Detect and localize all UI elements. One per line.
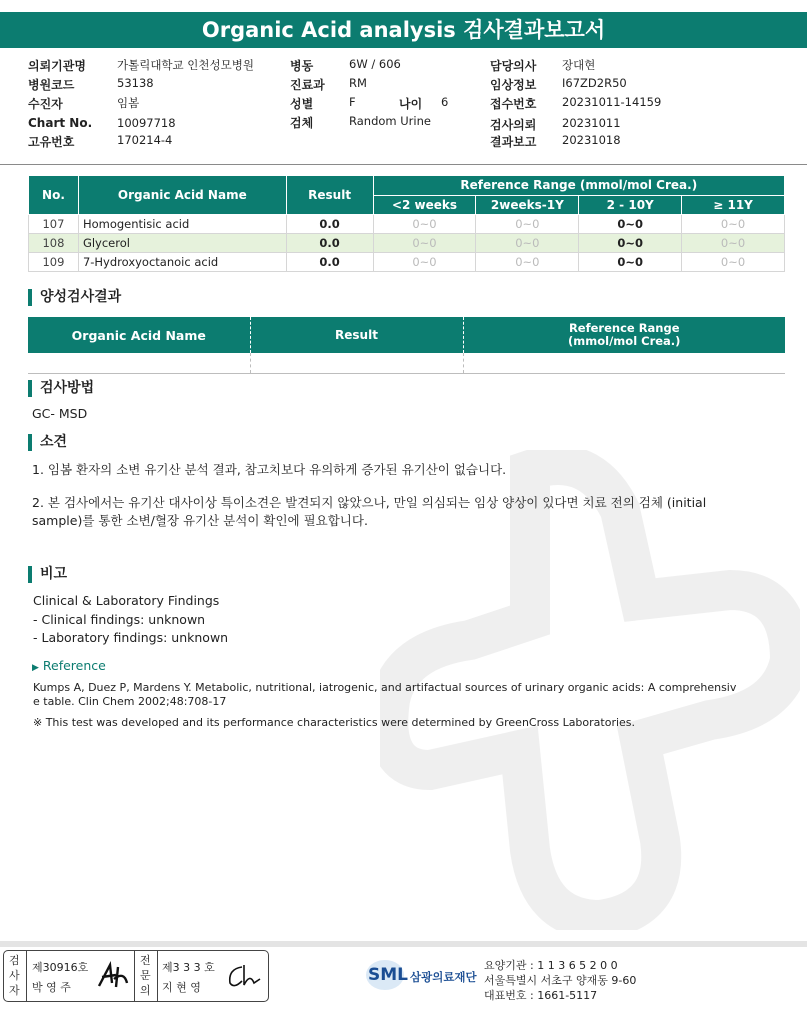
specialist-label-cell [134, 951, 158, 1001]
row-name: Glycerol [78, 234, 286, 253]
range-header: ≥ 11Y [682, 195, 785, 215]
info-label: 검체 [290, 116, 314, 130]
method-text: GC- MSD [32, 406, 88, 421]
findings-line-2a: 2. 본 검사에서는 유기산 대사이상 특이소견은 발견되지 않았으나, 만일 의심되는 임상 양상이 있다면 치료 전의 검체 (initial [32, 495, 707, 510]
header-name: Organic Acid Name [78, 176, 286, 215]
results-table [28, 175, 785, 272]
info-label: 진료과 [290, 78, 325, 92]
positive-results-table [28, 317, 785, 374]
positive-section-title: 양성검사결과 [28, 289, 121, 306]
row-range: 0~0 [682, 234, 785, 253]
row-range: 0~0 [476, 253, 579, 272]
pos-reference-label: Reference Range [568, 321, 680, 335]
examiner-signature [96, 961, 130, 991]
specialist-signature [226, 961, 262, 991]
info-label: 병동 [290, 59, 314, 73]
info-label: 수진자 [28, 97, 63, 111]
reference-line-1: Kumps A, Duez P, Mardens Y. Metabolic, nutritional, iatrogenic, and artifactual sources of urinary organic acids: A comprehensiv [33, 681, 737, 694]
info-value: 장대현 [562, 58, 596, 72]
row-name: 7-Hydroxyoctanoic acid [78, 253, 286, 272]
row-range: 0~0 [373, 234, 476, 253]
org-name: 삼광의료재단 [410, 970, 477, 984]
row-range: 0~0 [373, 215, 476, 234]
info-value: 20231011 [562, 116, 621, 130]
footer-divider [0, 941, 807, 947]
info-value: 10097718 [117, 116, 176, 130]
org-phone: 대표번호 : 1661-5117 [484, 989, 598, 1002]
row-result: 0.0 [286, 253, 373, 272]
info-value: 가톨릭대학교 인천성모병원 [117, 58, 254, 72]
info-value: 53138 [117, 76, 154, 90]
examiner-no: 제30916호 [32, 961, 89, 974]
sml-logo [366, 958, 410, 994]
row-range: 0~0 [682, 215, 785, 234]
header-divider [0, 164, 807, 165]
info-label: 성별 [290, 97, 314, 111]
specialist-no: 제3 3 3 호 [162, 961, 215, 974]
row-range: 0~0 [579, 253, 682, 272]
clinical-findings: - Clinical findings: unknown [33, 612, 206, 627]
info-value: 6W / 606 [349, 57, 401, 71]
row-no: 109 [29, 253, 79, 272]
row-range: 0~0 [476, 215, 579, 234]
reference-line-2: e table. Clin Chem 2002;48:708-17 [33, 695, 227, 708]
table-row [29, 215, 785, 234]
info-value: 20231018 [562, 133, 621, 147]
info-label: 담당의사 [490, 59, 537, 73]
header-no: No. [29, 176, 79, 215]
pos-header-name: Organic Acid Name [28, 317, 250, 353]
row-result: 0.0 [286, 215, 373, 234]
logo-text: SML [368, 965, 408, 985]
info-label: 접수번호 [490, 97, 537, 111]
reference-heading [32, 658, 106, 673]
row-range: 0~0 [682, 253, 785, 272]
info-value: F [349, 95, 356, 109]
findings-line-1: 1. 임봄 환자의 소변 유기산 분석 결과, 참고치보다 유의하게 증가된 유기산이 없습니다. [32, 462, 507, 477]
range-header: 2 - 10Y [579, 195, 682, 215]
header-reference: Reference Range (mmol/mol Crea.) [373, 176, 784, 196]
method-section-title: 검사방법 [28, 380, 94, 397]
org-address: 서울특별시 서초구 양재동 9-60 [484, 974, 637, 987]
pos-header-result: Result [250, 317, 463, 353]
report-title: Organic Acid analysis 검사결과보고서 [0, 12, 807, 48]
info-value: 임봄 [117, 96, 140, 110]
notes-heading: Clinical & Laboratory Findings [33, 593, 220, 608]
range-header: 2weeks-1Y [476, 195, 579, 215]
findings-section-title: 소견 [28, 434, 67, 451]
info-label: 고유번호 [28, 135, 75, 149]
info-label: 검사의뢰 [490, 118, 537, 132]
table-row [28, 353, 785, 374]
info-label: Chart No. [28, 116, 93, 130]
info-value: 20231011-14159 [562, 95, 662, 109]
info-value: 170214-4 [117, 133, 173, 147]
range-header: <2 weeks [373, 195, 476, 215]
age-label: 나이 [399, 97, 423, 111]
info-value: I67ZD2R50 [562, 76, 627, 90]
examiner-label: 검사자 [9, 954, 20, 997]
notes-section-title: 비고 [28, 566, 67, 583]
specialist-label: 전문의 [140, 954, 151, 997]
info-label: 병원코드 [28, 78, 75, 92]
examiner-label-cell [4, 951, 27, 1001]
row-range: 0~0 [373, 253, 476, 272]
header-result: Result [286, 176, 373, 215]
laboratory-findings: - Laboratory findings: unknown [33, 630, 229, 645]
info-value: Random Urine [349, 114, 431, 128]
age-value: 6 [441, 95, 449, 109]
table-row [29, 253, 785, 272]
pos-reference-unit: (mmol/mol Crea.) [568, 334, 681, 348]
row-range: 0~0 [476, 234, 579, 253]
examiner-name: 박 영 주 [32, 981, 71, 994]
pos-header-reference [463, 317, 785, 353]
row-name: Homogentisic acid [78, 215, 286, 234]
info-label: 결과보고 [490, 135, 537, 149]
disclaimer: ※ This test was developed and its performance characteristics were determined by GreenCross Laboratories. [33, 716, 636, 729]
info-value: RM [349, 76, 367, 90]
info-label: 의뢰기관명 [28, 59, 86, 73]
reference-label: Reference [42, 658, 106, 673]
triangle-bullet-icon: ▶ [32, 663, 39, 673]
table-row [29, 234, 785, 253]
findings-line-2b: sample)를 통한 소변/혈장 유기산 분석이 확인에 필요합니다. [32, 513, 368, 528]
info-label: 임상정보 [490, 78, 537, 92]
row-result: 0.0 [286, 234, 373, 253]
row-no: 108 [29, 234, 79, 253]
org-code: 요양기관 : 1 1 3 6 5 2 0 0 [484, 959, 618, 972]
row-range: 0~0 [579, 234, 682, 253]
signature-box [3, 950, 269, 1002]
specialist-name: 지 현 영 [162, 981, 201, 994]
row-no: 107 [29, 215, 79, 234]
row-range: 0~0 [579, 215, 682, 234]
